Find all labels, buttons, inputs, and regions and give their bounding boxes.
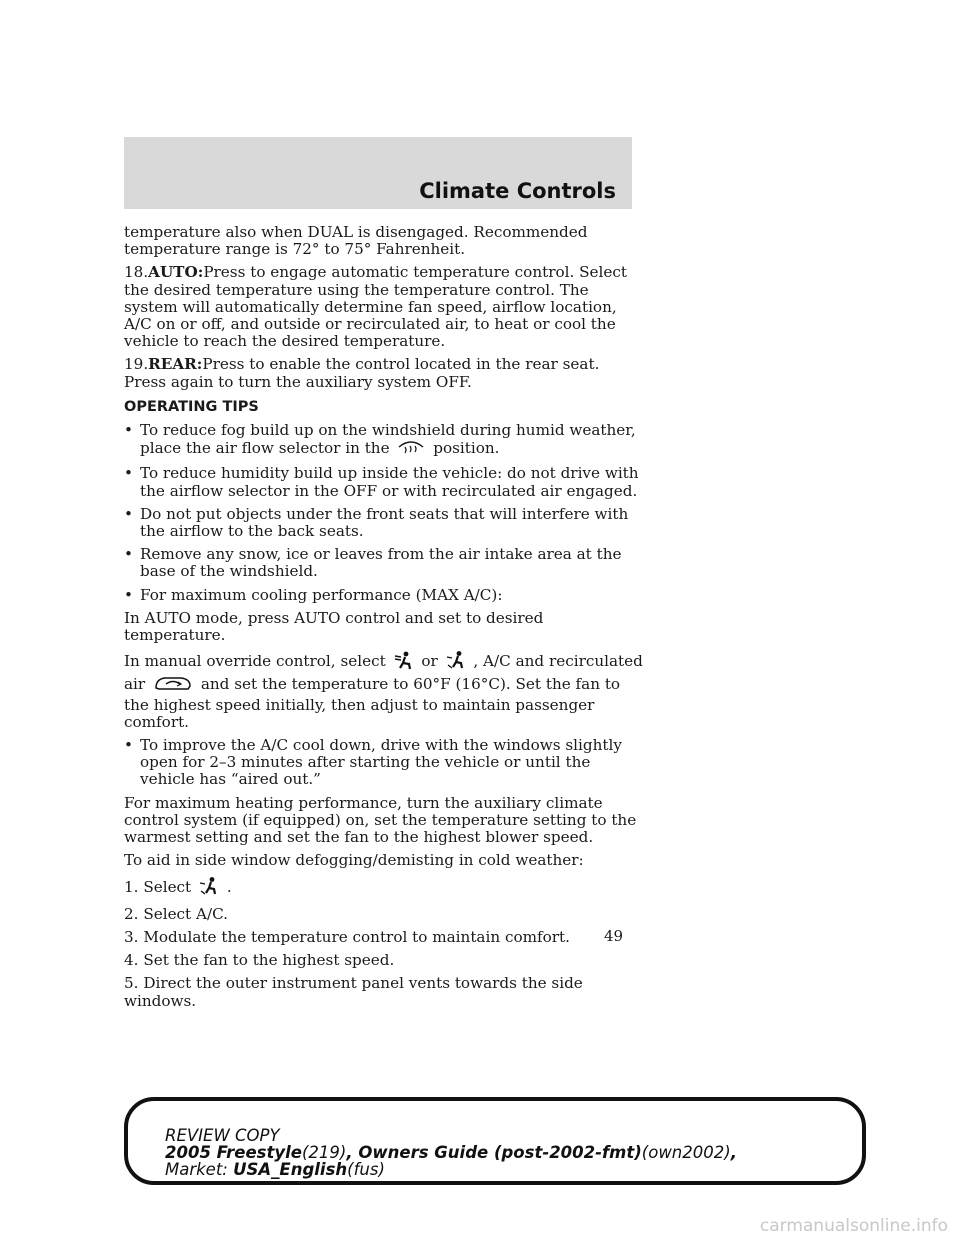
floor-vent-icon bbox=[446, 650, 466, 674]
floor-vent-icon bbox=[199, 876, 219, 900]
tip-bullet-2: • To reduce humidity build up inside the vehicle: do not drive with the airflow selector in the OFF or with recirculated air engaged. bbox=[124, 464, 639, 500]
item-18-label: AUTO: bbox=[148, 263, 204, 282]
section-title: Climate Controls bbox=[419, 179, 616, 203]
panel-vent-icon bbox=[394, 650, 414, 674]
operating-tips-heading: OPERATING TIPS bbox=[124, 398, 259, 415]
heating-paragraph: For maximum heating performance, turn the auxiliary climate control system (if equipped) on, set the temperature setting to the warmest setting and set the fan to the highest blower speed. bbox=[124, 793, 637, 847]
defog-paragraph: To aid in side window defogging/demisting in cold weather: bbox=[124, 851, 584, 870]
item-19-label: REAR: bbox=[148, 355, 203, 374]
recirculate-icon bbox=[153, 674, 193, 696]
tip-bullet-4: • Remove any snow, ice or leaves from the air intake area at the base of the windshield. bbox=[124, 545, 622, 581]
defrost-icon bbox=[397, 439, 425, 459]
tip-bullet-6: • To improve the A/C cool down, drive with the windows slightly open for 2–3 minutes after starting the vehicle or until the vehicle has “aired out.” bbox=[124, 736, 622, 789]
step-3: 3. Modulate the temperature control to maintain comfort. bbox=[124, 927, 570, 946]
intro-paragraph: temperature also when DUAL is disengaged. Recommended temperature range is 72° to 75° Fahrenheit. bbox=[124, 223, 588, 259]
step-4: 4. Set the fan to the highest speed. bbox=[124, 951, 395, 970]
manual-override-paragraph: In manual override control, select or , A/C and recirculated air and set the temperature to 60°F (16°C). Set the fan to the highest speed initially, then adjust to maintain passenger comfort. bbox=[124, 650, 644, 731]
header-band bbox=[124, 137, 632, 209]
item-18: 18.AUTO:Press to engage automatic temperature control. Select the desired temperature using the temperature control. The system will automatically determine fan speed, airflow location, A/C on or off, and outside or recirculated air, to heat or cool the vehicle to reach the desired temperature. bbox=[124, 263, 627, 351]
review-copy-text: REVIEW COPY 2005 Freestyle(219), Owners Guide (post-2002-fmt)(own2002), Market: USA_English(fus) bbox=[165, 1126, 737, 1179]
step-1: 1. Select . bbox=[124, 876, 644, 900]
step-2: 2. Select A/C. bbox=[124, 904, 228, 923]
step-5: 5. Direct the outer instrument panel vents towards the side windows. bbox=[124, 974, 583, 1010]
tip-bullet-3: • Do not put objects under the front seats that will interfere with the airflow to the back seats. bbox=[124, 504, 629, 541]
tip-bullet-1: • To reduce fog build up on the windshield during humid weather, place the air flow selector in the position. bbox=[124, 422, 644, 459]
page-number: 49 bbox=[604, 927, 624, 945]
page-content bbox=[124, 224, 644, 1016]
auto-mode-paragraph: In AUTO mode, press AUTO control and set to desired temperature. bbox=[124, 608, 544, 645]
item-19: 19.REAR:Press to enable the control located in the rear seat. Press again to turn the auxiliary system OFF. bbox=[124, 355, 600, 391]
tip-bullet-5: • For maximum cooling performance (MAX A/C): bbox=[124, 585, 503, 604]
watermark: carmanualsonline.info bbox=[759, 1216, 948, 1236]
